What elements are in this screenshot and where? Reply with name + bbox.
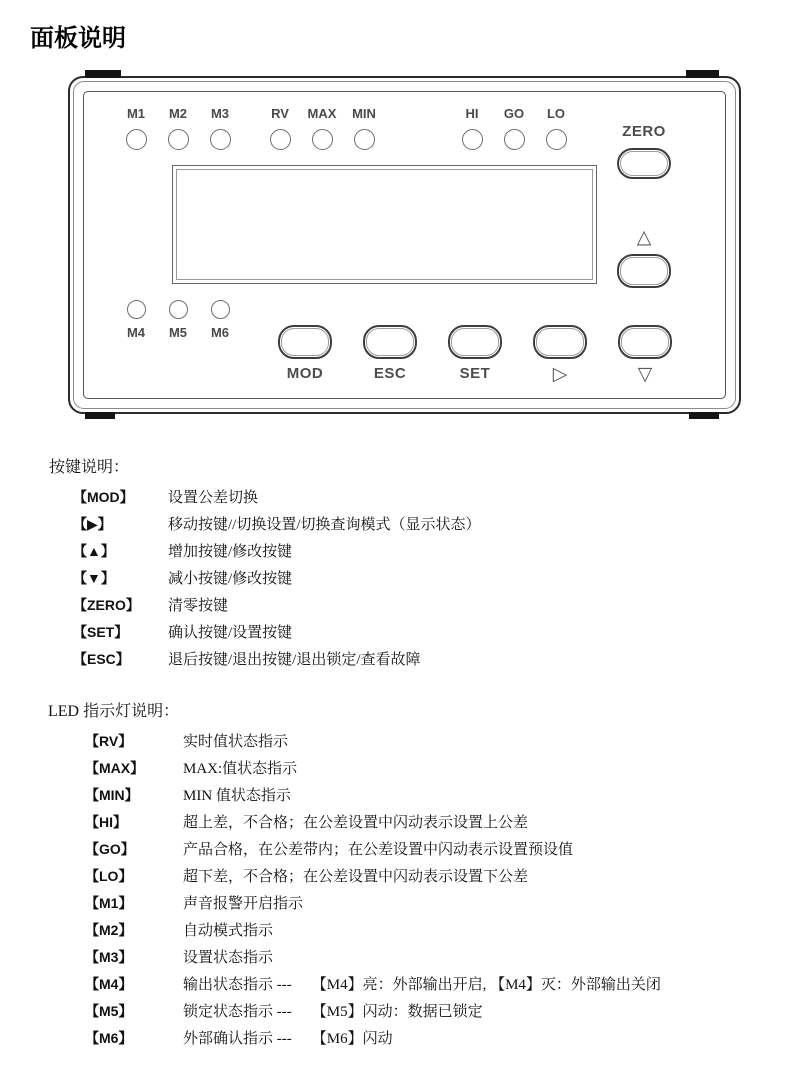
led-go [493,107,535,150]
key-label: 【MOD】 [73,489,134,505]
key-label: 【▲】 [73,543,115,559]
key-row [73,565,481,592]
led-m2 [157,107,199,150]
led-row [85,971,661,998]
led-m4-indicator [127,300,146,319]
key-label: 【▶】 [73,516,112,532]
led-desc: 实时值状态指示 [183,734,289,750]
led-max-label: MAX [307,106,337,121]
led-desc: 自动模式指示 [183,923,274,939]
led-max [301,107,343,150]
led-m3 [199,107,241,150]
led-row [85,728,661,755]
key-label: 【SET】 [73,624,129,640]
bottom-button-row [280,325,670,384]
led-desc: MAX:值状态指示 [183,761,298,777]
led-group-m456 [115,300,241,340]
led-label-key: 【M4】 [85,976,133,992]
led-m4 [115,300,157,340]
led-lo-label: LO [546,106,566,121]
key-desc: 移动按键//切换设置/切换查询模式（显示状态） [168,517,481,533]
led-min [343,107,385,150]
led-m5-label: M5 [168,325,188,340]
key-label: 【▼】 [73,570,115,586]
led-rv [259,107,301,150]
key-desc: 设置公差切换 [168,490,259,506]
led-group-rv-max-min [259,107,385,150]
key-desc: 减小按键/修改按键 [168,571,293,587]
led-label-key: 【M5】 [85,1003,133,1019]
led-m5-indicator [169,300,188,319]
led-desc: 设置状态指示 [183,950,274,966]
led-desc-main: 外部确认指示 --- [183,1031,292,1047]
right-button-group [535,325,585,384]
led-row [85,917,661,944]
key-row [73,538,481,565]
led-desc: 超下差，不合格；在公差设置中闪动表示设置下公差 [183,869,529,885]
key-row [73,484,481,511]
led-m5 [157,300,199,340]
led-desc [183,1026,393,1053]
led-desc: 声音报警开启指示 [183,896,304,912]
led-desc: 产品合格，在公差带内；在公差设置中闪动表示设置预设值 [183,842,574,858]
led-label-key: 【LO】 [85,868,133,884]
led-hi [451,107,493,150]
led-desc-extra: 【M6】闪动 [311,1031,393,1047]
led-row [85,944,661,971]
key-row [73,592,481,619]
key-desc: 确认按键/设置按键 [168,625,293,641]
key-section-heading: 按键说明： [49,459,130,476]
led-go-indicator [504,129,525,150]
led-rows [85,728,661,1052]
led-lo-indicator [546,129,567,150]
key-description-section [49,458,481,673]
led-min-indicator [354,129,375,150]
led-row [85,836,661,863]
esc-button-group [365,325,415,384]
led-min-label: MIN [352,106,376,121]
led-m6 [199,300,241,340]
key-row [73,511,481,538]
led-m4-label: M4 [126,325,146,340]
set-button-group [450,325,500,384]
right-arrow-icon: ▷ [552,363,568,385]
led-desc [183,999,483,1026]
led-group-hi-go-lo [451,107,577,150]
led-row [85,809,661,836]
mount-tab-bottom-left [85,412,115,419]
key-desc: 清零按键 [168,598,229,614]
led-label-key: 【M1】 [85,895,133,911]
led-row [85,998,661,1025]
led-label-key: 【GO】 [85,841,135,857]
up-button [617,254,671,288]
led-desc-extra: 【M5】闪动：数据已锁定 [311,1004,483,1020]
led-label-key: 【MIN】 [85,787,139,803]
mod-button [278,325,332,359]
led-row [85,755,661,782]
mount-tab-top-left [85,70,121,78]
led-m1 [115,107,157,150]
led-m2-indicator [168,129,189,150]
led-hi-indicator [462,129,483,150]
mount-tab-top-right [686,70,719,78]
led-m3-label: M3 [210,106,230,121]
led-rv-label: RV [271,106,289,121]
led-hi-label: HI [465,106,479,121]
key-row [73,619,481,646]
led-desc-main: 锁定状态指示 --- [183,1004,292,1020]
down-button [618,325,672,359]
up-arrow-icon: △ [636,226,652,248]
device-panel [68,76,741,414]
led-go-label: GO [503,106,525,121]
right-button [533,325,587,359]
led-row [85,890,661,917]
mod-button-label: MOD [286,365,324,382]
led-label-key: 【RV】 [85,733,133,749]
display-screen [172,165,597,284]
led-group-m123 [115,107,241,150]
set-button [448,325,502,359]
led-lo [535,107,577,150]
led-desc-main: 输出状态指示 --- [183,977,292,993]
led-label-key: 【M6】 [85,1030,133,1046]
down-button-group [620,325,670,384]
key-label: 【ZERO】 [73,597,140,613]
down-arrow-icon: ▽ [637,363,653,385]
led-desc: MIN 值状态指示 [183,788,291,804]
key-desc: 退后按键/退出按键/退出锁定/查看故障 [168,652,421,668]
mount-tab-bottom-right [689,412,719,419]
led-m6-indicator [211,300,230,319]
led-m1-label: M1 [126,106,146,121]
led-row [85,863,661,890]
led-label-key: 【MAX】 [85,760,145,776]
key-desc: 增加按键/修改按键 [168,544,293,560]
display-screen-inner [176,169,593,280]
led-row [85,782,661,809]
led-label-key: 【M3】 [85,949,133,965]
key-row [73,646,481,673]
led-desc [183,972,661,999]
led-m1-indicator [126,129,147,150]
led-description-section [48,702,661,1052]
led-section-heading: LED 指示灯说明： [48,703,180,720]
led-m2-label: M2 [168,106,188,121]
page-title: 面板说明 [30,25,126,52]
led-label-key: 【HI】 [85,814,127,830]
up-button-group [616,227,672,288]
zero-button-group [616,124,672,179]
led-rv-indicator [270,129,291,150]
led-row [85,1025,661,1052]
led-m6-label: M6 [210,325,230,340]
mod-button-group [280,325,330,384]
led-desc: 超上差，不合格；在公差设置中闪动表示设置上公差 [183,815,529,831]
key-rows [73,484,481,673]
esc-button-label: ESC [373,365,407,382]
led-label-key: 【M2】 [85,922,133,938]
key-label: 【ESC】 [73,651,130,667]
led-desc-extra: 【M4】亮：外部输出开启, 【M4】灭：外部输出关闭 [311,977,661,993]
zero-button-label: ZERO [622,123,666,140]
esc-button [363,325,417,359]
zero-button [617,148,671,179]
led-m3-indicator [210,129,231,150]
set-button-label: SET [459,365,491,382]
led-max-indicator [312,129,333,150]
